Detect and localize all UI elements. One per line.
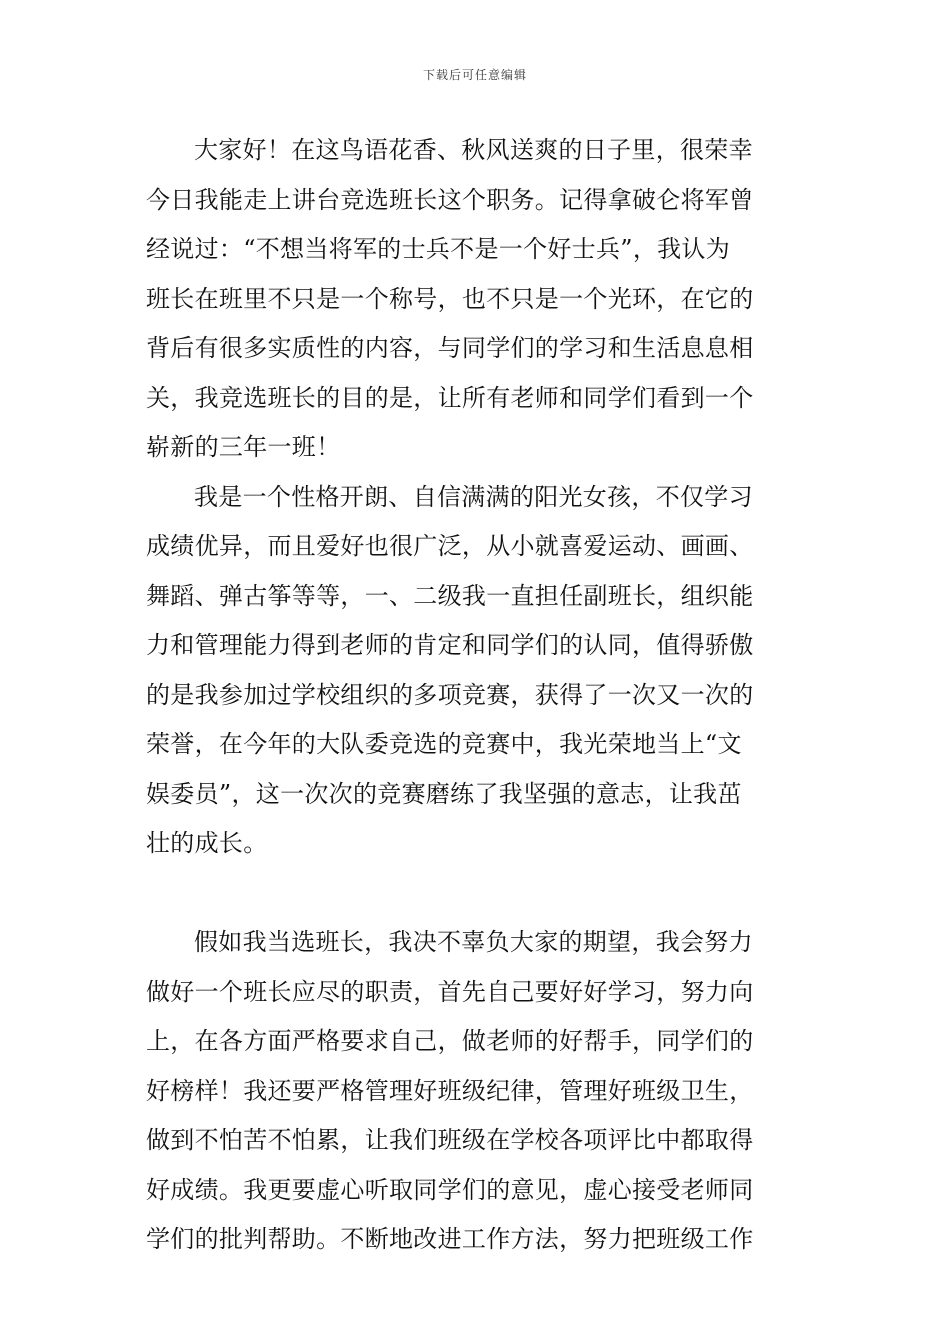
text-line: 的是我参加过学校组织的多项竞赛，获得了一次又一次的 <box>146 680 754 709</box>
text-line: 班长在班里不只是一个称号，也不只是一个光环，在它的 <box>146 284 754 313</box>
text-line: 好榜样！我还要严格管理好班级纪律，管理好班级卫生， <box>146 1076 754 1105</box>
text-line: 学们的批判帮助。不断地改进工作方法，努力把班级工作 <box>146 1225 754 1253</box>
body-text <box>146 126 806 1265</box>
paragraph-2 <box>146 473 806 919</box>
text-line <box>146 869 806 919</box>
text-line: 做到不怕苦不怕累，让我们班级在学校各项评比中都取得 <box>146 1126 754 1154</box>
paragraph-3 <box>146 918 806 1265</box>
text-line: 荣誉，在今年的大队委竞选的竞赛中，我光荣地当上“文 <box>146 730 742 758</box>
header-note: 下载后可任意编辑 <box>422 68 527 82</box>
text-line: 力和管理能力得到老师的肯定和同学们的认同，值得骄傲 <box>146 631 754 659</box>
text-line: 关，我竞选班长的目的是，让所有老师和同学们看到一个 <box>146 383 754 412</box>
text-line: 上，在各方面严格要求自己，做老师的好帮手，同学们的 <box>146 1027 754 1055</box>
text-line: 大家好！在这鸟语花香、秋风送爽的日子里，很荣幸 <box>194 136 753 164</box>
text-line: 假如我当选班长，我决不辜负大家的期望，我会努力 <box>194 928 753 956</box>
text-line: 背后有很多实质性的内容，与同学们的学习和生活息息相 <box>146 334 754 362</box>
text-line: 今日我能走上讲台竞选班长这个职务。记得拿破仑将军曾 <box>146 185 754 214</box>
paragraph-1 <box>146 126 806 473</box>
text-line: 经说过：“不想当将军的士兵不是一个好士兵”，我认为 <box>146 235 731 263</box>
text-line: 做好一个班长应尽的职责，首先自己要好好学习，努力向 <box>146 977 754 1006</box>
text-line: 好成绩。我更要虚心听取同学们的意见，虚心接受老师同 <box>146 1175 754 1204</box>
text-line: 我是一个性格开朗、自信满满的阳光女孩，不仅学习 <box>194 482 753 511</box>
text-line: 舞蹈、弹古筝等等，一、二级我一直担任副班长，组织能 <box>146 581 754 610</box>
text-line: 成绩优异，而且爱好也很广泛，从小就喜爱运动、画画、 <box>146 532 754 560</box>
text-line: 壮的成长。 <box>146 829 268 857</box>
text-line: 崭新的三年一班！ <box>146 433 341 461</box>
text-line: 娱委员”，这一次次的竞赛磨练了我坚强的意志，让我茁 <box>146 779 742 808</box>
